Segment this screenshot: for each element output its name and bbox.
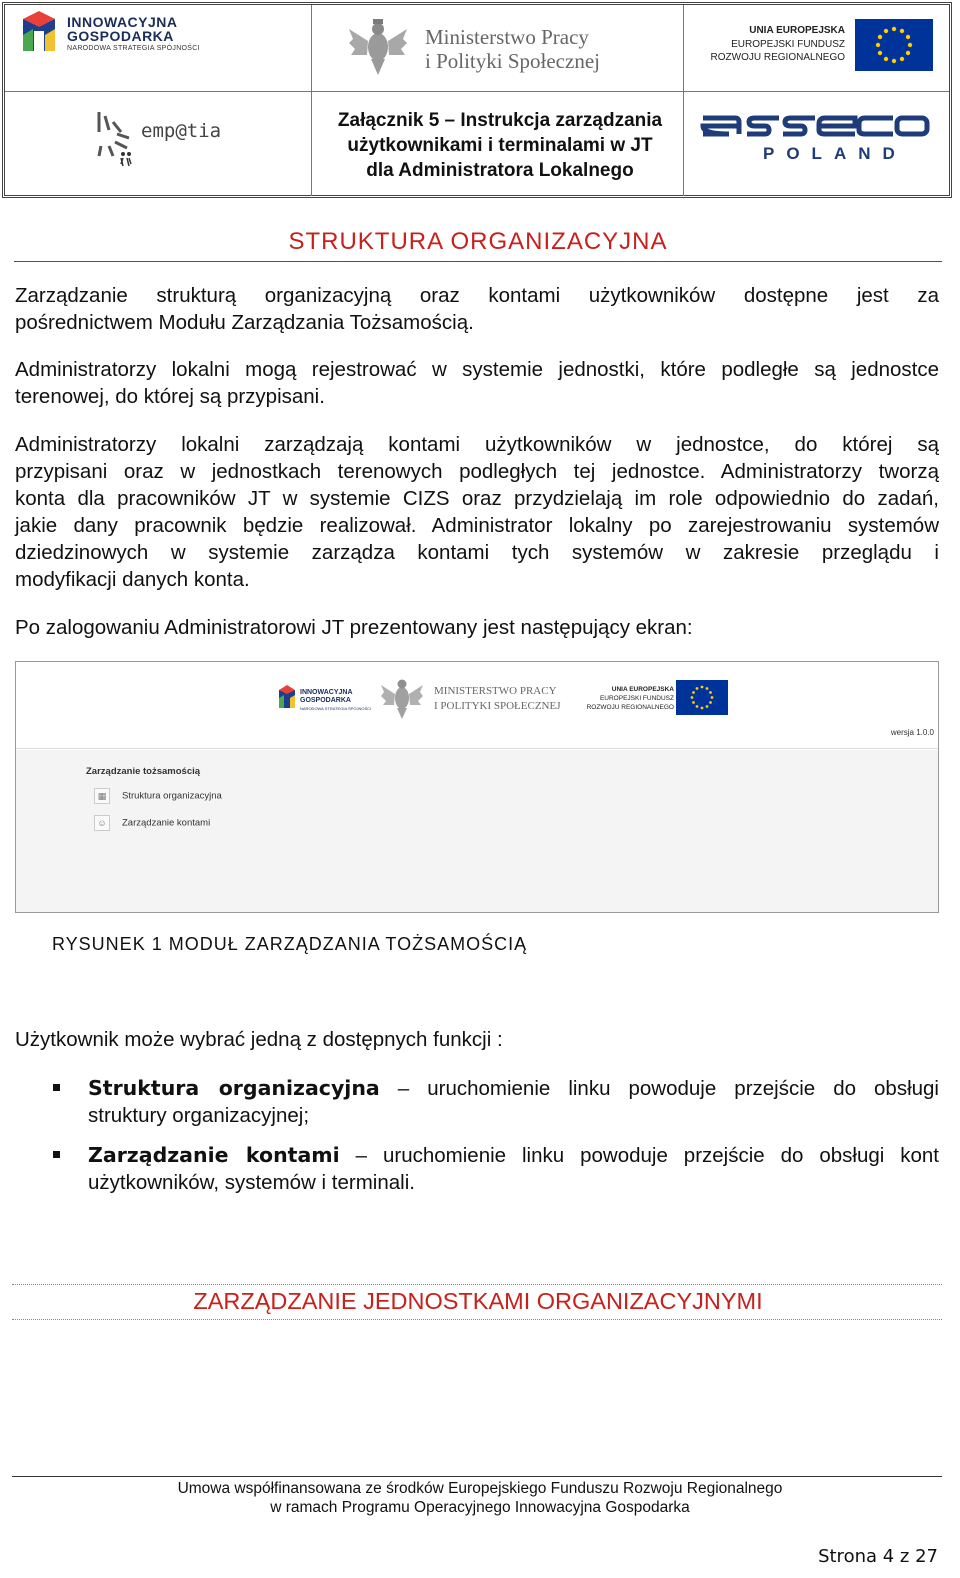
ministry-line1: Ministerstwo Pracy bbox=[425, 25, 589, 49]
screenshot-menu-panel bbox=[16, 750, 938, 912]
eu-logo bbox=[705, 17, 945, 77]
document-header bbox=[2, 2, 952, 198]
ministry-logo bbox=[345, 13, 645, 83]
bullet-square-icon bbox=[53, 1151, 60, 1158]
title-line3: dla Administratora Lokalnego bbox=[366, 160, 634, 181]
ig-emblem-icon bbox=[17, 9, 61, 59]
screenshot-header-band bbox=[16, 662, 938, 749]
eagle-emblem-icon bbox=[347, 15, 409, 77]
paragraph-2: Administratorzy lokalni mogą rejestrować w systemie jednostki, które podległe są jednostce terenowej, do której są przypisani. bbox=[15, 358, 939, 408]
shot-version-label: wersja 1.0.0 bbox=[890, 728, 934, 737]
bullet-struktura: Struktura organizacyjna – uruchomienie linku powoduje przejście do obsługi struktury organizacyjnej; bbox=[88, 1076, 939, 1127]
figure-screenshot bbox=[15, 661, 939, 913]
title-line1: Załącznik 5 – Instrukcja zarządzania bbox=[337, 110, 663, 131]
footer-line1: Umowa współfinansowana ze środków Europejskiego Funduszu Rozwoju Regionalnego bbox=[177, 1480, 783, 1497]
eu-line1: UNIA EUROPEJSKA bbox=[749, 25, 845, 36]
org-structure-icon: ▦ bbox=[94, 788, 110, 804]
ministry-line2: i Polityki Społecznej bbox=[425, 49, 600, 73]
shot-ministry-text: MINISTERSTWO PRACY I POLITYKI SPOŁECZNEJ bbox=[434, 685, 561, 712]
paragraph-3: Administratorzy lokalni zarządzają kontami użytkowników w jednostce, do której są przypisani oraz w jednostkach terenowych podległych tej jednostce. Administratorzy tworzą konta dla pracowników JT w systemie CIZS oraz przydzielają im role odpowiednio do zadań, jakie dany pracownik będzie realizował. Administrator lokalny po zarejestrowaniu systemów dziedzinowych w systemie zarządza kontami tych systemów w zakresie przeglądu i modyfikacji danych konta. bbox=[15, 433, 939, 591]
title-line2: użytkownikami i terminalami w JT bbox=[347, 135, 653, 156]
ig-line2: GOSPODARKA bbox=[67, 28, 174, 44]
bullet-term: Struktura organizacyjna bbox=[88, 1076, 380, 1100]
figure-caption: RYSUNEK 1 MODUŁ ZARZĄDZANIA TOŻSAMOŚCIĄ bbox=[52, 934, 528, 954]
footer-rule bbox=[12, 1476, 942, 1477]
section-heading-rule bbox=[14, 261, 942, 262]
asseco-poland-text: POLAND bbox=[763, 144, 907, 163]
section-heading-struktura: STRUKTURA ORGANIZACYJNA bbox=[288, 228, 668, 255]
asseco-logo bbox=[699, 106, 939, 176]
document-title bbox=[314, 108, 686, 183]
shot-menu-item-struktura[interactable]: ▦ Struktura organizacyjna bbox=[94, 788, 222, 804]
empatia-logo bbox=[93, 102, 293, 172]
paragraph-4: Po zalogowaniu Administratorowi JT prezentowany jest następujący ekran: bbox=[15, 616, 693, 639]
empatia-text: emp@tia bbox=[141, 120, 222, 142]
asseco-wordmark-icon bbox=[699, 108, 931, 140]
accounts-icon: ☺ bbox=[94, 815, 110, 831]
shot-section-title: Zarządzanie tożsamością bbox=[86, 766, 201, 777]
header-title-row bbox=[5, 92, 949, 196]
bullet-square-icon bbox=[53, 1084, 60, 1091]
empatia-emblem-icon bbox=[95, 108, 135, 168]
shot-menu-item-konta[interactable]: ☺ Zarządzanie kontami bbox=[94, 815, 210, 831]
bullet-zarzadzanie-kontami: Zarządzanie kontami – uruchomienie linku powoduje przejście do obsługi kont użytkowników, systemów i terminali. bbox=[88, 1143, 939, 1194]
paragraph-1: Zarządzanie strukturą organizacyjną oraz kontami użytkowników dostępne jest za pośrednictwem Modułu Zarządzania Tożsamością. bbox=[15, 284, 939, 334]
innowacyjna-gospodarka-logo bbox=[17, 9, 217, 69]
ig-line1: INNOWACYJNA bbox=[67, 14, 178, 30]
eu-flag-icon bbox=[855, 19, 933, 71]
section-heading-jednostki: ZARZĄDZANIE JEDNOSTKAMI ORGANIZACYJNYMI bbox=[193, 1288, 763, 1314]
shot-ig-text: INNOWACYJNA GOSPODARKA NARODOWA STRATEGIA SPÓJNOŚCI bbox=[300, 689, 372, 711]
shot-eagle-icon bbox=[380, 674, 424, 720]
header-logo-row bbox=[5, 5, 949, 92]
eu-line3: ROZWOJU REGIONALNEGO bbox=[710, 52, 845, 63]
eu-line2: EUROPEJSKI FUNDUSZ bbox=[731, 39, 845, 50]
ig-mini-emblem-icon bbox=[276, 684, 298, 712]
section2-rule-top bbox=[12, 1284, 942, 1285]
bullet-term: Zarządzanie kontami bbox=[88, 1143, 340, 1167]
footer-line2: w ramach Programu Operacyjnego Innowacyjna Gospodarka bbox=[270, 1499, 690, 1516]
functions-intro: Użytkownik może wybrać jedną z dostępnych funkcji : bbox=[15, 1028, 503, 1051]
shot-eu-flag-icon bbox=[676, 680, 728, 715]
section2-rule-bottom bbox=[12, 1319, 942, 1320]
shot-eu-text: UNIA EUROPEJSKA EUROPEJSKI FUNDUSZ ROZWOJU REGIONALNEGO bbox=[586, 686, 674, 711]
page-number: Strona 4 z 27 bbox=[818, 1546, 938, 1567]
ig-line3: NARODOWA STRATEGIA SPÓJNOŚCI bbox=[67, 45, 200, 52]
